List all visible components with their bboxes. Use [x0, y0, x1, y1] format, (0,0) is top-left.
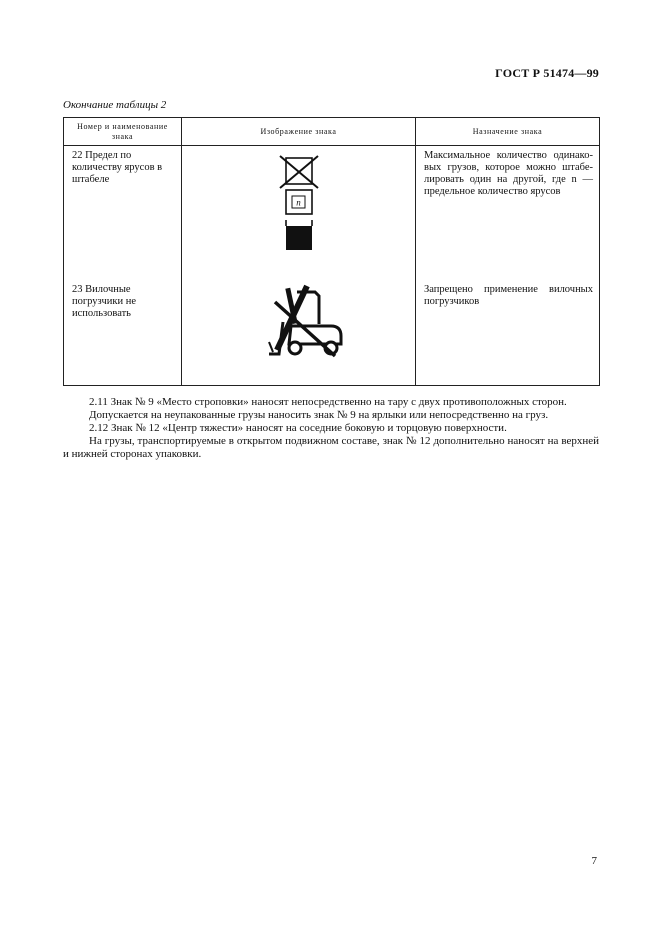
sign-name: 23 Вилочные погрузчики не использовать: [64, 280, 182, 386]
stack-limit-sign-icon: [269, 154, 329, 254]
column-header-number: Номер и наименование знака: [64, 118, 182, 146]
table-row: [64, 146, 600, 281]
sign-purpose: Запрещено применение вилочных погрузчиков: [416, 280, 600, 386]
paragraph: Допускается на неупакованные грузы наносить знак № 9 на ярлыки или непосредственно на груз.: [89, 409, 549, 421]
column-header-image: Изображение знака: [182, 118, 416, 146]
sign-image-cell: [182, 146, 416, 281]
body-text: [63, 396, 599, 461]
sign-purpose: Максимальное количество одинако-вых грузов, которое можно штабе-лировать один на другой, где n — предельное количество ярусов: [416, 146, 600, 281]
signs-table: [63, 117, 600, 386]
table-row: [64, 280, 600, 386]
sign-name: 22 Предел по количеству ярусов в штабеле: [64, 146, 182, 281]
no-forklift-sign-icon: [249, 282, 349, 362]
sign-label-n: n: [295, 197, 301, 208]
page-number: 7: [591, 855, 597, 867]
paragraph: 2.11 Знак № 9 «Место строповки» наносят непосредственно на тару с двух противоположных сторон.: [89, 396, 567, 408]
column-header-purpose: Назначение знака: [416, 118, 600, 146]
table-caption: Окончание таблицы 2: [63, 99, 167, 111]
paragraph: 2.12 Знак № 12 «Центр тяжести» наносят на соседние боковую и торцовую поверхности.: [89, 422, 507, 434]
paragraph: На грузы, транспортируемые в открытом подвижном составе, знак № 12 дополнительно наносят на верхней и нижней сторонах упаковки.: [63, 435, 599, 460]
table-header-row: [64, 118, 600, 146]
document-code: ГОСТ Р 51474—99: [495, 66, 599, 80]
sign-image-cell: [182, 280, 416, 386]
